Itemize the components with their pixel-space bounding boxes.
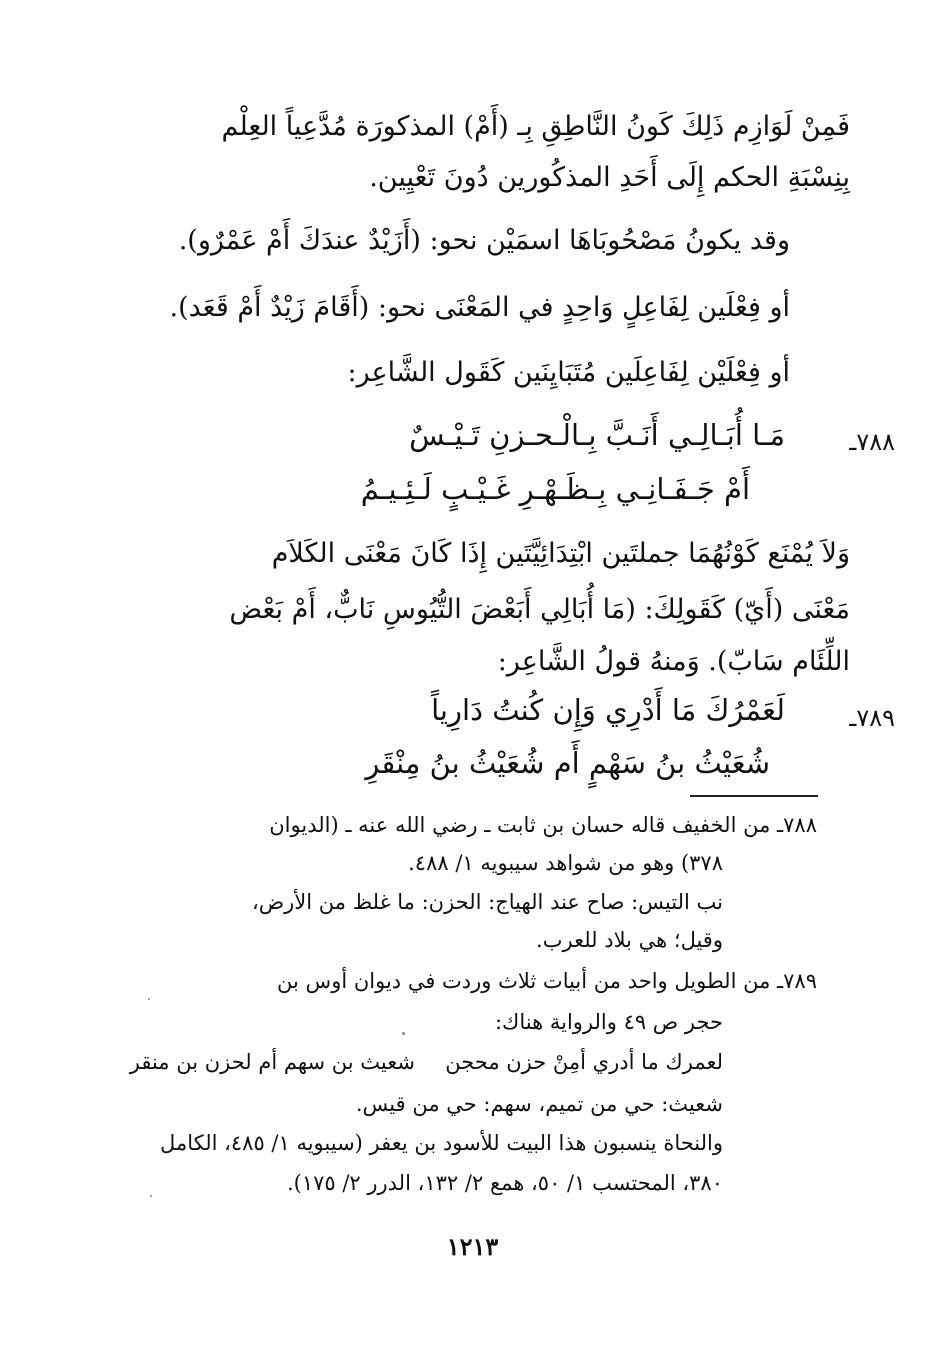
footnote-line: ٧٨٩ـ من الطويل واحد من أبيات ثلاث وردت في ديوان أوس بن [277,969,817,993]
body-line: بِنِسْبَةِ الحكم إِلَى أَحَدِ المذكُورين دُونَ تَعْيِين. [369,162,850,193]
body-line: وَلاَ يُمْنَع كَوْنُهُمَا جملتَين ابْتِدَائِيَّتَين إِذَا كَانَ مَعْنَى الكَلاَم [271,538,850,569]
verse-number: ٧٨٨ـ [849,428,895,456]
footnote-line: ٣٧٨) وهو من شواهد سيبويه ١/ ٤٨٨. [408,851,723,875]
footnote-verse-hemistich: شعيث بن سهم أم لحزن بن منقر [129,1050,415,1074]
scan-speck [148,998,150,1000]
footnote-separator [690,795,818,797]
footnote-line: حجر ص ٤٩ والرواية هناك: [494,1010,723,1034]
body-line: فَمِنْ لَوَازِم ذَلِكَ كَونُ النَّاطِقِ بِـ (أَمْ) المذكورَة مُدَّعِياً العِلْم [221,111,850,142]
footnote-line: ٣٨٠، المحتسب ١/ ٥٠، همع ٢/ ١٣٢، الدرر ٢/ ١٧٥). [286,1171,723,1195]
body-line: أو فِعْلَيْن لِفَاعِلَين مُتَبَايِنَين كَقَول الشَّاعِر: [347,357,790,388]
verse-hemistich: شُعَيْثُ بنُ سَهْمٍ أَم شُعَيْثُ بنُ مِنْقَرِ [365,746,770,780]
footnote-line: شعيث: حي من تميم، سهم: حي من قيس. [355,1092,723,1116]
footnote-line: نب التيس: صاح عند الهياج: الحزن: ما غلظ من الأرض، [252,890,723,914]
page-number: ١٢١٣ [446,1232,499,1261]
scan-speck [402,1032,405,1035]
verse-hemistich: لَعَمْرُكَ مَا أَدْرِي وَإِن كُنتُ دَارِياً [431,693,785,727]
footnote-verse-hemistich: لعمرك ما أدري أمِنْ حزن محجن [445,1050,723,1074]
verse-hemistich: أَمْ جَـفَـانِـي بِـظَـهْـرِ غَـيْـبٍ لَـئِـيـمُ [360,472,750,506]
body-line: اللِّئَام سَابّ). وَمنهُ قولُ الشَّاعِر: [497,646,850,677]
verse-number: ٧٨٩ـ [849,704,895,732]
footnote-line: والنحاة ينسبون هذا البيت للأسود بن يعفر (سيبويه ١/ ٤٨٥، الكامل [160,1131,723,1155]
scan-speck [150,1195,152,1197]
footnote-line: ٧٨٨ـ من الخفيف قاله حسان بن ثابت ـ رضي الله عنه ـ (الديوان [269,813,817,837]
body-line: وقد يكونُ مَصْحُوبَاهَا اسمَيْن نحو: (أَزَيْدٌ عندَكَ أَمْ عَمْرٌو). [178,225,790,256]
verse-hemistich: مَـا أُبَـالِـي أَنَـبَّ بِـالْـحـزنِ تَـيْـسٌ [409,418,785,452]
footnote-line: وقيل؛ هي بلاد للعرب. [536,928,723,952]
body-line: أو فِعْلَين لِفَاعِلٍ وَاحِدٍ في المَعْنَى نحو: (أَقَامَ زَيْدٌ أَمْ قَعَد). [169,292,790,323]
body-line: مَعْنَى (أَيّ) كَقَولِكَ: (مَا أُبَالِي أَبَعْضَ التُّيُوسِ نَابٌّ، أَمْ بَعْض [229,594,850,625]
